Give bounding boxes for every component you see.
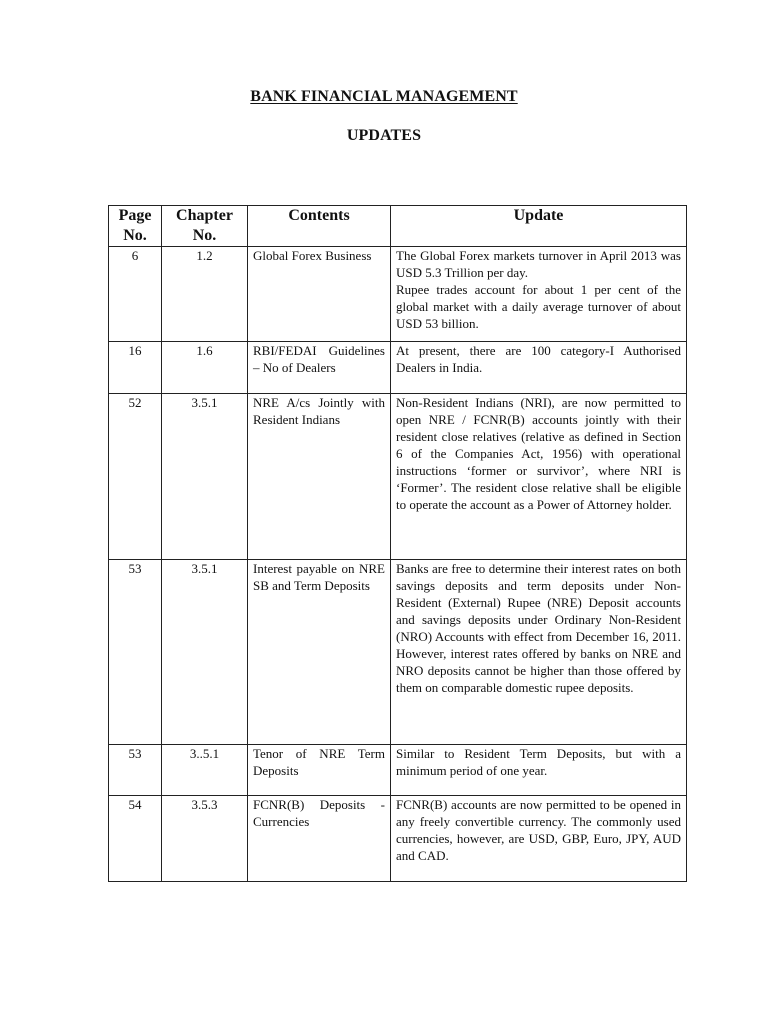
table-row bbox=[109, 560, 687, 745]
cell-contents: RBI/FEDAI Guidelines – No of Dealers bbox=[248, 342, 391, 394]
header-page-line2: No. bbox=[123, 227, 147, 244]
cell-page-no: 52 bbox=[109, 394, 162, 560]
update-text: Non-Resident Indians (NRI), are now permitted to open NRE / FCNR(B) accounts jointly with their resident close relatives (relative as defined in Section 6 of the Companies Act, 1956) with operational instructions ‘former or survivor’, where NRI is ‘Former’. The resident close relative shall be eligible to operate the account as a Power of Attorney holder. bbox=[396, 395, 681, 512]
cell-update bbox=[391, 394, 687, 560]
cell-contents: FCNR(B) Deposits - Currencies bbox=[248, 796, 391, 882]
update-text: The Global Forex markets turnover in April 2013 was USD 5.3 Trillion per day. bbox=[396, 248, 681, 280]
cell-page-no: 53 bbox=[109, 745, 162, 796]
cell-update bbox=[391, 560, 687, 745]
cell-update bbox=[391, 342, 687, 394]
table-row bbox=[109, 745, 687, 796]
table-header-row bbox=[109, 206, 687, 247]
cell-page-no: 16 bbox=[109, 342, 162, 394]
header-page-line1: Page bbox=[118, 207, 152, 224]
cell-page-no: 54 bbox=[109, 796, 162, 882]
cell-chapter-no: 3.5.1 bbox=[162, 560, 248, 745]
header-chapter-line2: No. bbox=[192, 227, 217, 244]
document-subtitle: UPDATES bbox=[346, 127, 422, 144]
header-page-no bbox=[109, 206, 162, 247]
update-text: FCNR(B) accounts are now permitted to be opened in any freely convertible currency. The commonly used currencies, however, are USD, GBP, Euro, JPY, AUD and CAD. bbox=[396, 797, 681, 863]
cell-update bbox=[391, 796, 687, 882]
header-chapter-no bbox=[162, 206, 248, 247]
cell-chapter-no: 1.6 bbox=[162, 342, 248, 394]
table-row bbox=[109, 342, 687, 394]
cell-chapter-no: 3.5.3 bbox=[162, 796, 248, 882]
cell-contents: NRE A/cs Jointly with Resident Indians bbox=[248, 394, 391, 560]
document-title: BANK FINANCIAL MANAGEMENT bbox=[250, 88, 518, 105]
table-row bbox=[109, 247, 687, 342]
table-row bbox=[109, 394, 687, 560]
cell-chapter-no: 1.2 bbox=[162, 247, 248, 342]
cell-contents: Interest payable on NRE SB and Term Deposits bbox=[248, 560, 391, 745]
cell-chapter-no: 3..5.1 bbox=[162, 745, 248, 796]
cell-page-no: 53 bbox=[109, 560, 162, 745]
update-text: At present, there are 100 category-I Authorised Dealers in India. bbox=[396, 343, 681, 375]
table-row bbox=[109, 796, 687, 882]
updates-table bbox=[108, 205, 687, 882]
cell-update bbox=[391, 247, 687, 342]
update-text: Rupee trades account for about 1 per cent of the global market with a daily average turnover of about USD 53 billion. bbox=[396, 282, 681, 331]
update-text: Banks are free to determine their interest rates on both savings deposits and term deposits under Non-Resident (External) Rupee (NRE) Deposit accounts and savings deposits under Ordinary Non-Resident (NRO) Accounts with effect from December 16, 2011. However, interest rates offered by banks on NRE and NRO deposits cannot be higher than those offered by them on comparable domestic rupee deposits. bbox=[396, 561, 681, 695]
header-contents: Contents bbox=[248, 206, 391, 247]
cell-contents: Tenor of NRE Term Deposits bbox=[248, 745, 391, 796]
update-text: Similar to Resident Term Deposits, but with a minimum period of one year. bbox=[396, 746, 681, 778]
cell-contents: Global Forex Business bbox=[248, 247, 391, 342]
cell-page-no: 6 bbox=[109, 247, 162, 342]
header-update: Update bbox=[391, 206, 687, 247]
cell-update bbox=[391, 745, 687, 796]
header-chapter-line1: Chapter bbox=[176, 207, 233, 224]
cell-chapter-no: 3.5.1 bbox=[162, 394, 248, 560]
